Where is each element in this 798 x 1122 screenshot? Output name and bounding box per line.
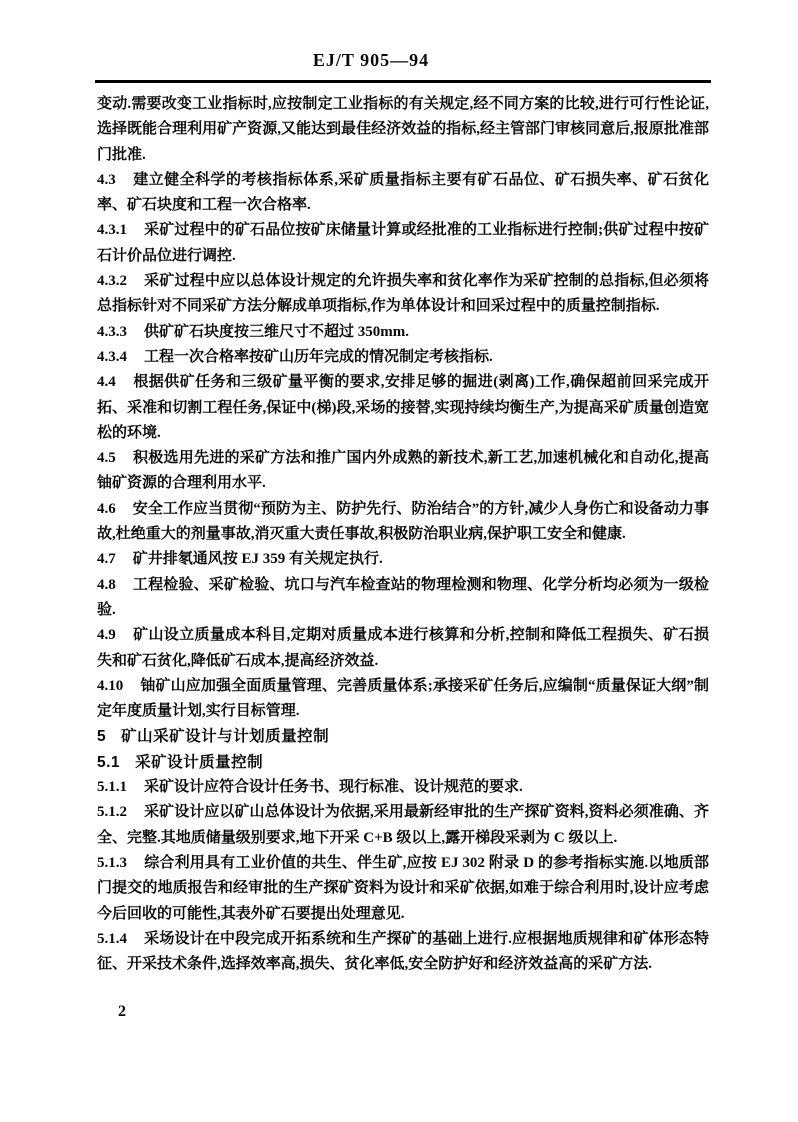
clause-number: 4.3.1	[97, 222, 127, 239]
section-5-heading	[97, 724, 709, 749]
clause-4-7	[97, 547, 709, 572]
subsection-number: 5.1	[97, 753, 121, 771]
clause-text: 综合利用具有工业价值的共生、伴生矿,应按 EJ 302 附录 D 的参考指标实施.以地质部门提交的地质报告和经审批的生产探矿资料为设计和采矿依据,如难于综合利用时,设计应考虑今后回收的可能性,其表外矿石要提出处理意见.	[97, 854, 709, 922]
clause-number: 4.9	[97, 627, 116, 644]
clause-4-9	[97, 623, 709, 674]
document-content	[97, 92, 709, 977]
clause-text: 采矿设计应符合设计任务书、现行标准、设计规范的要求.	[144, 779, 523, 796]
clause-number: 4.5	[97, 450, 116, 467]
clause-4-3-1	[97, 218, 709, 269]
clause-number: 4.10	[97, 677, 124, 694]
clause-text: 采矿过程中应以总体设计规定的允许损失率和贫化率作为采矿控制的总指标,但必须将总指标针对不同采矿方法分解成单项指标,作为单体设计和回采过程中的质量控制指标.	[97, 273, 709, 315]
page-number: 2	[118, 1003, 126, 1020]
clause-text: 采矿设计应以矿山总体设计为依据,采用最新经审批的生产探矿资料,资料必须准确、齐全、完整.其地质储量级别要求,地下开采 C+B 级以上,露开梯段采剥为 C 级以上.	[97, 804, 709, 846]
clause-5-1-2	[97, 800, 709, 851]
clause-4-5	[97, 446, 709, 497]
clause-4-4	[97, 370, 709, 446]
clause-number: 4.7	[97, 551, 116, 568]
clause-4-6	[97, 497, 709, 548]
section-title: 矿山采矿设计与计划质量控制	[121, 728, 330, 746]
clause-number: 5.1.1	[97, 779, 127, 796]
clause-number: 4.3	[97, 171, 116, 188]
standard-code-header: EJ/T 905—94	[312, 50, 430, 70]
clause-text: 采场设计在中段完成开拓系统和生产探矿的基础上进行.应根据地质规律和矿体形态特征、开采技术条件,选择效率高,损失、贫化率低,安全防护好和经济效益高的采矿方法.	[97, 930, 709, 973]
clause-5-1-4	[97, 927, 709, 978]
clause-4-3-2	[97, 269, 709, 320]
clause-continuation: 变动.需要改变工业指标时,应按制定工业指标的有关规定,经不同方案的比较,进行可行性论证,选择既能合理利用矿产资源,又能达到最佳经济效益的指标,经主管部门审核同意后,报原批准部门批准.	[97, 96, 709, 163]
subsection-title: 采矿设计质量控制	[135, 753, 264, 771]
clause-text: 工程检验、采矿检验、坑口与汽车检查站的物理检测和物理、化学分析均必须为一级检验.	[97, 576, 709, 618]
clause-number: 5.1.4	[97, 930, 127, 947]
clause-4-8	[97, 573, 709, 624]
clause-number: 5.1.2	[97, 804, 127, 821]
clause-text: 工程一次合格率按矿山历年完成的情况制定考核指标.	[144, 348, 493, 365]
clause-text: 采矿过程中的矿石品位按矿床储量计算或经批准的工业指标进行控制;供矿过程中按矿石计价品位进行调控.	[97, 222, 709, 264]
clause-number: 5.1.3	[97, 854, 127, 871]
clause-text: 供矿矿石块度按三维尺寸不超过 350mm.	[144, 323, 409, 340]
clause-text: 积极选用先进的采矿方法和推广国内外成熟的新技术,新工艺,加速机械化和自动化,提高铀矿资源的合理利用水平.	[97, 450, 709, 492]
clause-4-3-3	[97, 320, 709, 345]
clause-4-3	[97, 168, 709, 219]
clause-text: 安全工作应当贯彻“预防为主、防护先行、防治结合”的方针,减少人身伤亡和设备动力事故,杜绝重大的剂量事故,消灭重大责任事故,积极防治职业病,保护职工安全和健康.	[97, 500, 709, 543]
clause-text: 根据供矿任务和三级矿量平衡的要求,安排足够的掘进(剥离)工作,确保超前回采完成开拓、采准和切割工程任务,保证中(梯)段,采场的接替,实现持续均衡生产,为提高采矿质量创造宽松的环境.	[97, 374, 709, 441]
clause-4-3-4	[97, 345, 709, 370]
clause-5-1-1	[97, 775, 709, 800]
subsection-5-1-heading	[97, 750, 709, 775]
clause-number: 4.3.3	[97, 323, 127, 340]
clause-4-10	[97, 674, 709, 725]
clause-number: 4.4	[97, 374, 116, 391]
section-number: 5	[97, 728, 107, 746]
clause-text: 矿井排氡通风按 EJ 359 有关规定执行.	[132, 551, 383, 568]
clause-number: 4.3.2	[97, 273, 127, 290]
clause-5-1-3	[97, 851, 709, 927]
clause-number: 4.6	[97, 500, 116, 517]
clause-text: 铀矿山应加强全面质量管理、完善质量体系;承接采矿任务后,应编制“质量保证大纲”制定年度质量计划,实行目标管理.	[97, 677, 709, 720]
clause-number: 4.3.4	[97, 348, 127, 365]
clause-number: 4.8	[97, 576, 116, 593]
clause-text: 建立健全科学的考核指标体系,采矿质量指标主要有矿石品位、矿石损失率、矿石贫化率、矿石块度和工程一次合格率.	[97, 171, 709, 214]
header-rule	[95, 80, 711, 83]
clause-text: 矿山设立质量成本科目,定期对质量成本进行核算和分析,控制和降低工程损失、矿石损失和矿石贫化,降低矿石成本,提高经济效益.	[97, 627, 709, 669]
